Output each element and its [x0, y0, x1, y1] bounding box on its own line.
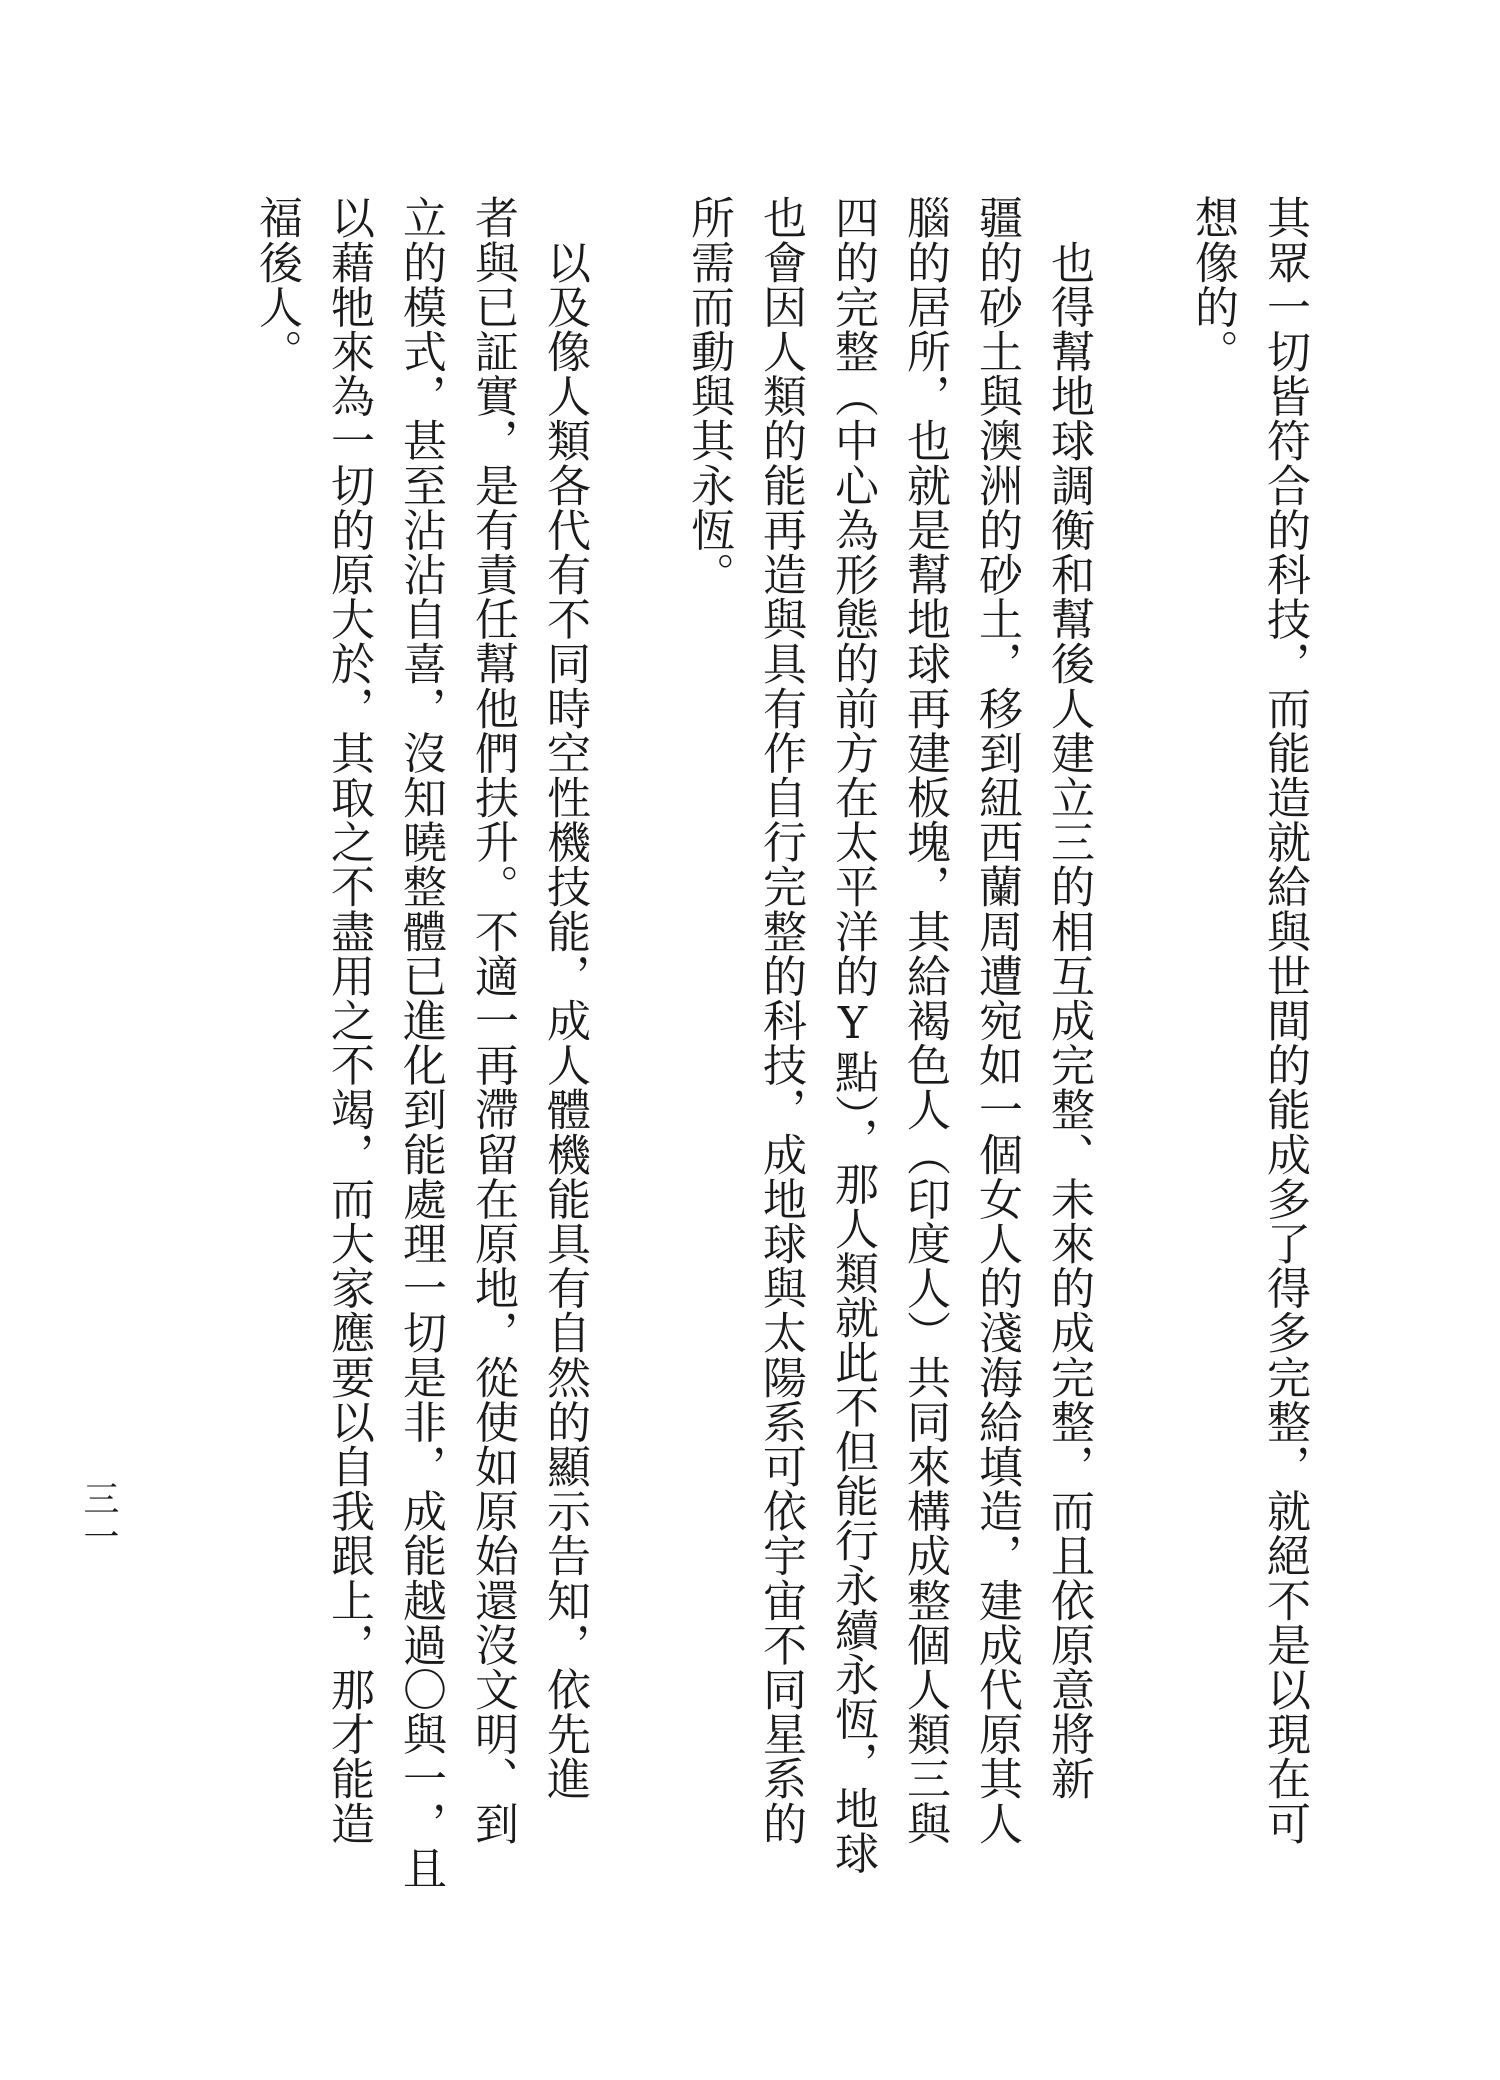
page-number: 三一: [78, 1480, 119, 1556]
paragraph-2: 也得幫地球調衡和幫後人建立三的相互成完整、未來的成完整，而且依原意將新 疆的砂土與澳洲的砂土，移到紐西蘭周遭宛如一個女人的淺海給填造，建成代原其人 腦的居所，也就是幫地球再建板塊，其給褐色人（印度人）共同來構成整個人類三與 四的完整（中心為形態的前方在太平洋的Y點），那人類就此不但能行永續永恆，地球 也會因人類的能再造與具有作自行完整的科技，成地球與太陽系可依宇宙不同星系的 所需而動與其永恆。: [683, 195, 1094, 1875]
paragraph-1: 其眾一切皆符合的科技，而能造就給與世間的能成多了得多完整，就絕不是以現在可 想像的。: [1187, 195, 1310, 1846]
document-body: [240, 195, 1320, 1935]
paragraph-3: 以及像人類各代有不同時空性機技能，成人體機能具有自然的顯示告知，依先進 者與已証實，是有責任幫他們扶升。不適一再滯留在原地，從使如原始還沒文明、到 立的模式，甚至沾沾自喜，沒知曉整體已進化到能處理一切是非，成能越過〇與一，且 以藉牠來為一切的原大於，其取之不盡用之不竭，而大家應要以自我跟上，那才能造 福後人。: [251, 195, 590, 1890]
